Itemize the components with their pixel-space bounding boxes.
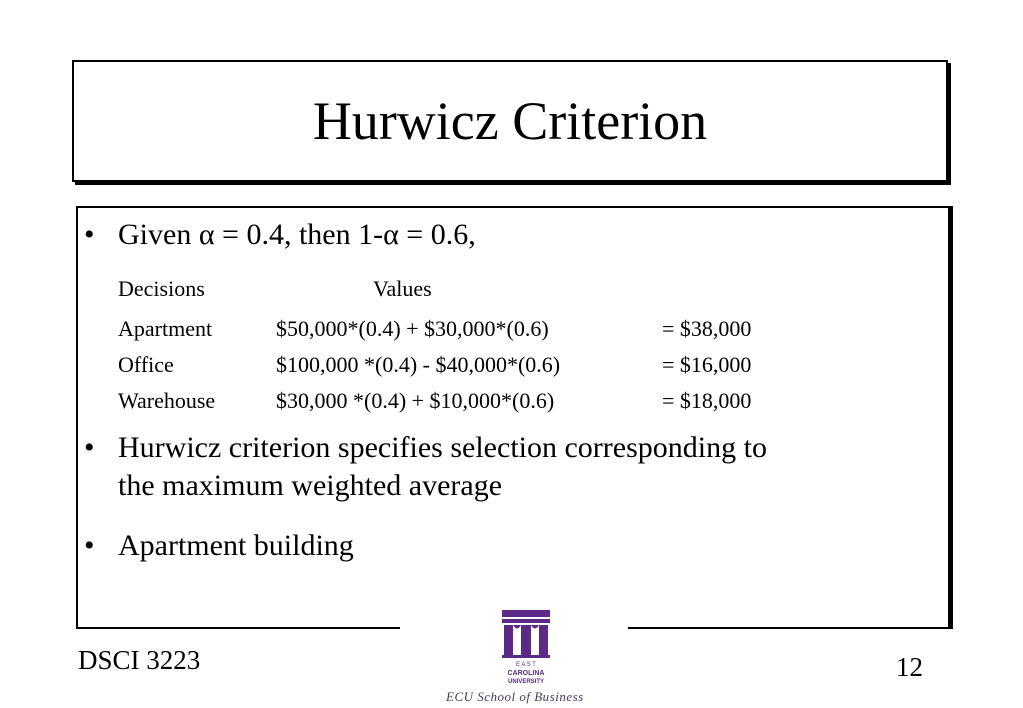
title-box — [72, 60, 948, 182]
course-code: DSCI 3223 — [78, 645, 201, 675]
row-apartment-result: = $38,000 — [662, 316, 752, 341]
slide-title: Hurwicz Criterion — [312, 91, 708, 151]
page-number: 12 — [896, 652, 923, 682]
row-office-formula: $100,000 *(0.4) - $40,000*(0.6) — [276, 352, 561, 377]
row-warehouse-decision: Warehouse — [118, 388, 216, 413]
content-box — [76, 206, 950, 628]
bullet-dot: • — [84, 218, 95, 251]
logo-text-university: UNIVERSITY — [507, 679, 545, 685]
logo-caption: ECU School of Business — [446, 689, 584, 704]
row-warehouse-formula: $30,000 *(0.4) + $10,000*(0.6) — [276, 388, 555, 413]
bottom-rule-left — [76, 627, 400, 629]
row-apartment-decision: Apartment — [118, 316, 213, 341]
bottom-rule-right — [628, 627, 953, 629]
logo-text-east: E A S T — [516, 662, 536, 668]
bullet-dot: • — [84, 529, 95, 562]
row-apartment-formula: $50,000*(0.4) + $30,000*(0.6) — [276, 316, 549, 341]
bullet-dot: • — [84, 431, 95, 464]
header-values: Values — [373, 276, 432, 301]
row-office-result: = $16,000 — [662, 352, 752, 377]
row-office-decision: Office — [118, 352, 174, 377]
bullet-text-line1: Hurwicz criterion specifies selection corresponding to — [118, 431, 767, 464]
bullet-text: Given α = 0.4, then 1-α = 0.6, — [118, 218, 476, 251]
bullet-text: Apartment building — [118, 529, 354, 562]
bullet-text-line2: the maximum weighted average — [118, 469, 503, 502]
header-decisions: Decisions — [118, 276, 205, 301]
row-warehouse-result: = $18,000 — [662, 388, 752, 413]
ecu-logo — [499, 608, 553, 688]
logo-text-carolina: CAROLINA — [507, 670, 545, 677]
